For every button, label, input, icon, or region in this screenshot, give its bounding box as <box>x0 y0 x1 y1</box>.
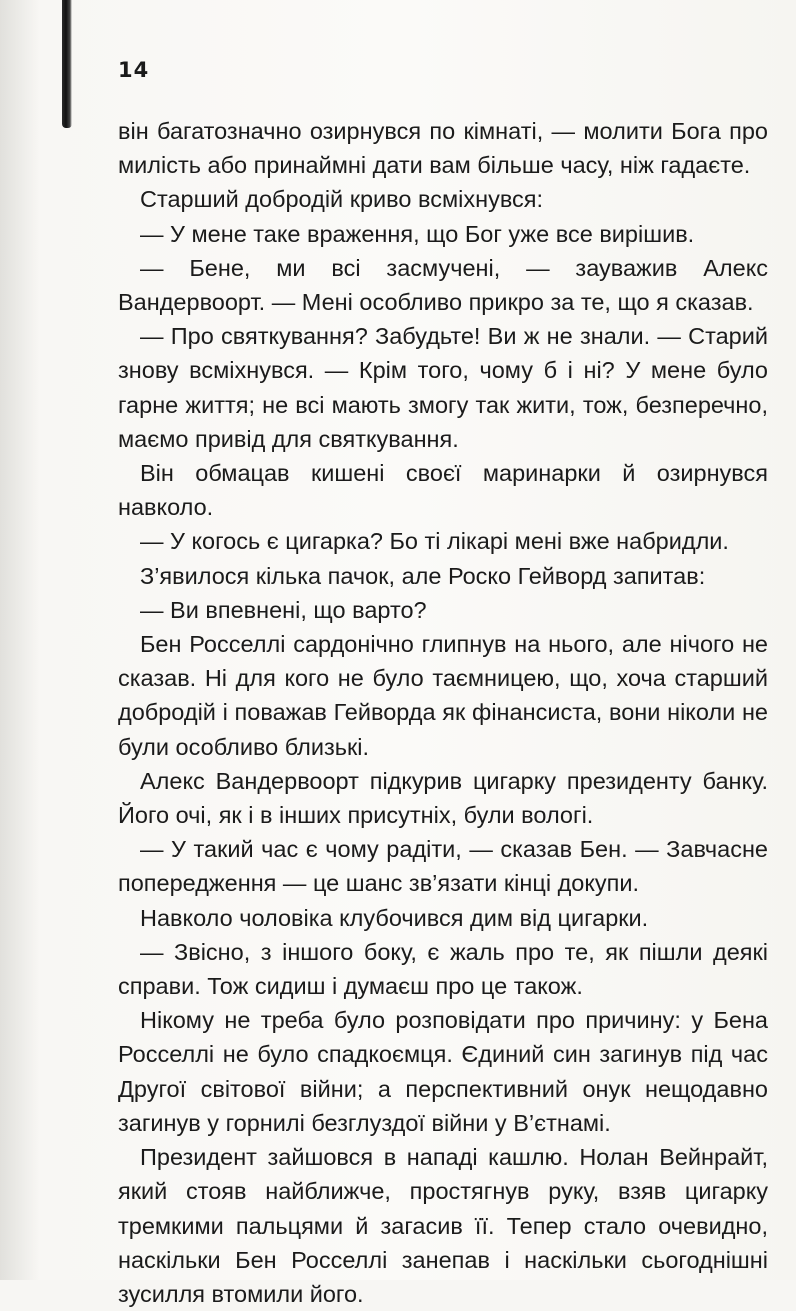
paragraph: — Бене, ми всі засмучені, — зауважив Алекс Вандервоорт. — Мені особливо прикро за те, що я сказав. <box>118 254 768 316</box>
paragraph: З’явилося кілька пачок, але Роско Гейворд запитав: <box>140 562 706 589</box>
paragraph: Бен Росселлі сардонічно глипнув на нього, але нічого не сказав. Ні для кого не було таємницею, що, хоча старший добродій і поважав Гейворда як фінансиста, вони ніколи не були особливо близькі. <box>118 631 768 760</box>
paragraph: Він обмацав кишені своєї маринарки й озирнувся навколо. <box>118 460 768 521</box>
paragraph: Старший добродій криво всміхнувся: <box>140 186 544 213</box>
binding-edge-mark <box>62 0 72 128</box>
paragraph: — У мене таке враження, що Бог уже все вирішив. <box>140 220 695 247</box>
paragraph: — Про святкування? Забудьте! Ви ж не знали. — Старий знову всміхнувся. — Крім того, чому б і ні? У мене було гарне життя; не всі мають змогу так жити, тож, безперечно, маємо привід для святкування. <box>118 323 768 452</box>
body-text <box>118 114 768 1311</box>
paragraph: — У такий час є чому радіти, — сказав Бен. — Завчасне попередження — це шанс зв’язати кінці докупи. <box>118 836 768 897</box>
paragraph: — У когось є цигарка? Бо ті лікарі мені вже набридли. <box>140 528 729 555</box>
paragraph: Нікому не треба було розповідати про причину: у Бена Росселлі не було спадкоємця. Єдиний син загинув під час Другої світової війни; а перспективний онук нещодавно загинув у горнилі безглуздої війни у В’єтнамі. <box>118 1007 768 1136</box>
paragraph: він багатозначно озирнувся по кімнаті, — молити Бога про милість або принаймні дати вам більше часу, ніж гадаєте. <box>118 118 768 179</box>
page-number: 14 <box>118 58 150 82</box>
paragraph: Президент зайшовся в нападі кашлю. Нолан Вейнрайт, який стояв найближче, простягнув руку, взяв цигарку тремкими пальцями й загасив її. Тепер стало очевидно, наскільки Бен Росселлі занепав і наскільки сьогоднішні зусилля втомили його. <box>118 1144 768 1307</box>
paragraph: Навколо чоловіка клубочився дим від цигарки. <box>140 904 649 931</box>
page-gutter-shadow <box>0 0 40 1280</box>
paragraph: — Звісно, з іншого боку, є жаль про те, як пішли деякі справи. Тож сидиш і думаєш про це також. <box>118 938 768 1000</box>
paragraph: Алекс Вандервоорт підкурив цигарку президенту банку. Його очі, як і в інших присутніх, були вологі. <box>118 767 768 829</box>
paragraph: — Ви впевнені, що варто? <box>140 596 427 623</box>
